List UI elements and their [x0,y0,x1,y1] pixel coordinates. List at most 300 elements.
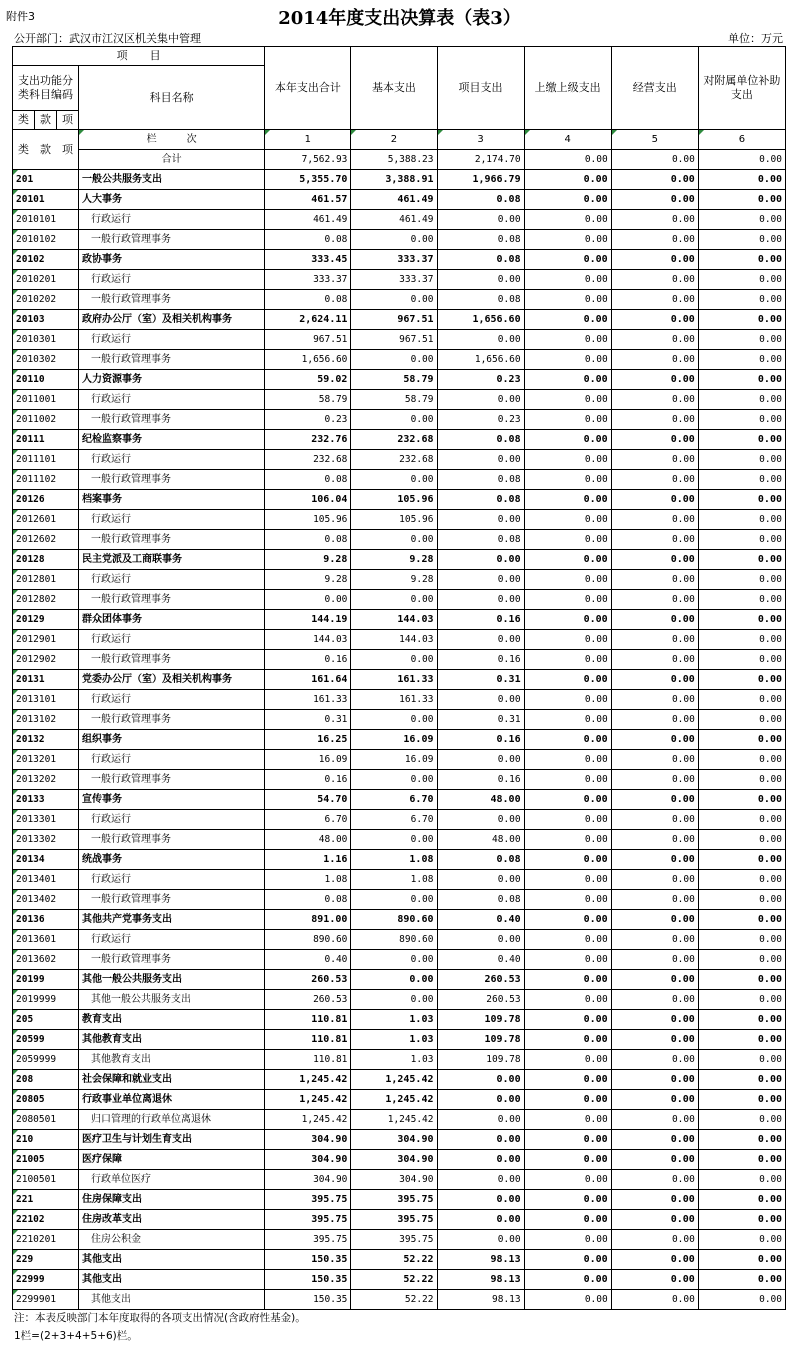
value-cell: 0.00 [611,250,698,270]
subject-code: 2080501 [13,1110,79,1130]
value-cell: 0.00 [698,1050,785,1070]
value-cell: 395.75 [351,1230,437,1250]
subject-code: 2011101 [13,450,79,470]
value-cell: 0.08 [437,250,524,270]
value-cell: 0.31 [437,670,524,690]
value-cell: 0.00 [698,350,785,370]
subject-name: 行政运行 [79,810,265,830]
value-cell: 304.90 [265,1170,351,1190]
value-cell: 0.00 [698,170,785,190]
subject-code: 20136 [13,910,79,930]
value-cell: 0.00 [698,1150,785,1170]
value-cell: 1.16 [265,850,351,870]
table-row [13,610,786,630]
value-cell: 1,245.42 [265,1070,351,1090]
total-value: 0.00 [698,150,785,170]
value-cell: 0.00 [611,570,698,590]
table-row [13,590,786,610]
table-row [13,710,786,730]
value-cell: 0.00 [524,610,611,630]
subject-name: 行政运行 [79,750,265,770]
value-cell: 0.00 [698,830,785,850]
value-cell: 59.02 [265,370,351,390]
subject-code: 2012901 [13,630,79,650]
value-cell: 0.00 [611,1050,698,1070]
value-cell: 0.00 [524,1270,611,1290]
value-cell: 0.00 [524,650,611,670]
value-cell: 110.81 [265,1050,351,1070]
value-cell: 0.00 [698,230,785,250]
value-cell: 967.51 [351,330,437,350]
value-cell: 0.00 [524,590,611,610]
value-cell: 0.00 [698,1270,785,1290]
value-cell: 0.00 [611,970,698,990]
value-cell: 0.00 [524,290,611,310]
subject-name: 其他支出 [79,1270,265,1290]
subject-name: 一般行政管理事务 [79,290,265,310]
value-cell: 0.00 [437,1130,524,1150]
value-cell: 0.23 [265,410,351,430]
value-cell: 0.00 [611,330,698,350]
value-cell: 0.00 [698,390,785,410]
value-cell: 0.00 [351,770,437,790]
value-cell: 0.00 [524,210,611,230]
subject-name: 组织事务 [79,730,265,750]
table-row [13,1070,786,1090]
value-cell: 232.68 [265,450,351,470]
value-cell: 0.00 [611,230,698,250]
col-number-1: 1 [265,130,351,150]
value-cell: 9.28 [265,570,351,590]
subject-name: 统战事务 [79,850,265,870]
value-cell: 0.00 [437,550,524,570]
table-row [13,810,786,830]
subject-name: 行政运行 [79,390,265,410]
subject-code: 205 [13,1010,79,1030]
value-cell: 0.00 [611,670,698,690]
value-cell: 0.00 [524,830,611,850]
subject-code: 2019999 [13,990,79,1010]
value-cell: 0.00 [611,270,698,290]
value-cell: 1.03 [351,1030,437,1050]
subject-code: 2011001 [13,390,79,410]
value-cell: 0.00 [698,250,785,270]
header-col-1: 本年支出合计 [265,47,351,130]
value-cell: 0.00 [611,430,698,450]
table-row [13,350,786,370]
value-cell: 0.00 [698,630,785,650]
value-cell: 0.00 [437,690,524,710]
value-cell: 0.00 [698,1210,785,1230]
value-cell: 1,245.42 [265,1110,351,1130]
value-cell: 0.00 [524,1070,611,1090]
table-row [13,790,786,810]
subject-code: 2013602 [13,950,79,970]
value-cell: 144.19 [265,610,351,630]
value-cell: 0.00 [611,370,698,390]
value-cell: 105.96 [265,510,351,530]
value-cell: 333.37 [351,270,437,290]
table-row [13,290,786,310]
subject-code: 2010301 [13,330,79,350]
value-cell: 890.60 [351,930,437,950]
subject-name: 一般行政管理事务 [79,350,265,370]
subject-code: 2013202 [13,770,79,790]
value-cell: 0.00 [524,850,611,870]
subject-name: 行政运行 [79,330,265,350]
value-cell: 0.16 [437,770,524,790]
value-cell: 0.00 [611,650,698,670]
header-col-5: 经营支出 [611,47,698,130]
value-cell: 0.00 [524,870,611,890]
value-cell: 0.00 [437,330,524,350]
value-cell: 0.08 [437,530,524,550]
subject-name: 住房保障支出 [79,1190,265,1210]
subject-name: 一般行政管理事务 [79,830,265,850]
value-cell: 0.00 [611,530,698,550]
value-cell: 0.00 [698,850,785,870]
value-cell: 0.00 [437,750,524,770]
subject-name: 政协事务 [79,250,265,270]
subject-name: 住房公积金 [79,1230,265,1250]
value-cell: 0.00 [698,990,785,1010]
value-cell: 0.00 [611,210,698,230]
value-cell: 0.31 [265,710,351,730]
value-cell: 98.13 [437,1290,524,1310]
value-cell: 0.00 [351,350,437,370]
value-cell: 0.16 [265,770,351,790]
value-cell: 0.08 [437,850,524,870]
subject-code: 2012802 [13,590,79,610]
value-cell: 0.00 [524,250,611,270]
value-cell: 0.08 [437,290,524,310]
subject-name: 一般行政管理事务 [79,590,265,610]
value-cell: 105.96 [351,510,437,530]
value-cell: 0.00 [611,1090,698,1110]
subject-name: 归口管理的行政单位离退休 [79,1110,265,1130]
value-cell: 0.00 [698,1070,785,1090]
value-cell: 0.00 [351,890,437,910]
value-cell: 0.00 [698,270,785,290]
value-cell: 105.96 [351,490,437,510]
value-cell: 1.08 [351,870,437,890]
value-cell: 0.08 [265,290,351,310]
subject-code: 2010202 [13,290,79,310]
value-cell: 0.00 [611,190,698,210]
value-cell: 0.00 [437,270,524,290]
subject-code: 2012902 [13,650,79,670]
value-cell: 461.49 [351,190,437,210]
value-cell: 0.00 [524,1030,611,1050]
subject-name: 人大事务 [79,190,265,210]
value-cell: 0.00 [611,310,698,330]
col-number-3: 3 [437,130,524,150]
value-cell: 110.81 [265,1030,351,1050]
value-cell: 0.00 [524,1230,611,1250]
value-cell: 150.35 [265,1290,351,1310]
value-cell: 0.00 [351,470,437,490]
subject-name: 医疗卫生与计划生育支出 [79,1130,265,1150]
value-cell: 0.00 [698,1030,785,1050]
header-col-2: 基本支出 [351,47,437,130]
subject-code: 210 [13,1130,79,1150]
value-cell: 144.03 [351,630,437,650]
total-value: 0.00 [611,150,698,170]
value-cell: 0.00 [611,1290,698,1310]
subject-name: 宣传事务 [79,790,265,810]
value-cell: 0.00 [698,330,785,350]
value-cell: 0.00 [698,610,785,630]
value-cell: 0.00 [698,930,785,950]
header-lei: 类 [13,111,35,130]
subject-name: 住房改革支出 [79,1210,265,1230]
value-cell: 0.00 [611,390,698,410]
value-cell: 1,245.42 [351,1070,437,1090]
value-cell: 0.00 [437,1090,524,1110]
subject-code: 2013601 [13,930,79,950]
value-cell: 461.49 [265,210,351,230]
subject-name: 一般行政管理事务 [79,650,265,670]
value-cell: 260.53 [265,990,351,1010]
expenditure-table [12,46,786,1310]
value-cell: 260.53 [265,970,351,990]
subject-code: 229 [13,1250,79,1270]
subject-code: 2013101 [13,690,79,710]
value-cell: 0.00 [437,570,524,590]
subject-name: 一般公共服务支出 [79,170,265,190]
value-cell: 0.00 [698,750,785,770]
value-cell: 0.00 [698,1090,785,1110]
value-cell: 0.00 [611,730,698,750]
value-cell: 58.79 [351,370,437,390]
subject-code: 2011002 [13,410,79,430]
value-cell: 0.00 [524,310,611,330]
value-cell: 0.00 [437,590,524,610]
value-cell: 0.00 [698,1250,785,1270]
table-row [13,370,786,390]
table-row [13,890,786,910]
subject-name: 其他共产党事务支出 [79,910,265,930]
value-cell: 304.90 [351,1150,437,1170]
value-cell: 0.00 [524,190,611,210]
header-col-3: 项目支出 [437,47,524,130]
subject-name: 其他教育支出 [79,1030,265,1050]
value-cell: 9.28 [351,570,437,590]
value-cell: 1.03 [351,1050,437,1070]
table-row [13,450,786,470]
value-cell: 0.00 [524,1190,611,1210]
value-cell: 232.68 [351,430,437,450]
value-cell: 98.13 [437,1250,524,1270]
value-cell: 0.00 [611,910,698,930]
value-cell: 0.00 [437,210,524,230]
value-cell: 0.00 [698,210,785,230]
subject-name: 行政单位医疗 [79,1170,265,1190]
subject-code: 21005 [13,1150,79,1170]
value-cell: 0.00 [611,1070,698,1090]
header-col-6: 对附属单位补助支出 [698,47,785,130]
value-cell: 0.00 [437,1190,524,1210]
table-row [13,970,786,990]
value-cell: 0.00 [698,730,785,750]
total-value: 7,562.93 [265,150,351,170]
value-cell: 0.00 [698,890,785,910]
value-cell: 0.00 [698,430,785,450]
subject-name: 一般行政管理事务 [79,890,265,910]
table-row [13,310,786,330]
value-cell: 0.00 [611,610,698,630]
value-cell: 48.00 [265,830,351,850]
subject-code: 2013402 [13,890,79,910]
value-cell: 0.00 [698,530,785,550]
value-cell: 0.00 [698,1110,785,1130]
header-name-label: 科目名称 [79,66,265,130]
value-cell: 0.00 [611,870,698,890]
total-value: 0.00 [524,150,611,170]
subject-code: 2013201 [13,750,79,770]
value-cell: 58.79 [265,390,351,410]
value-cell: 0.00 [437,1170,524,1190]
value-cell: 0.08 [265,470,351,490]
subject-code: 2010302 [13,350,79,370]
value-cell: 0.00 [524,1150,611,1170]
value-cell: 0.00 [437,1150,524,1170]
value-cell: 0.00 [524,910,611,930]
value-cell: 0.00 [351,950,437,970]
table-row [13,1230,786,1250]
value-cell: 0.00 [698,1170,785,1190]
table-row [13,670,786,690]
value-cell: 0.00 [524,450,611,470]
value-cell: 0.00 [524,990,611,1010]
table-row [13,990,786,1010]
subject-code: 20129 [13,610,79,630]
note-line-1: 注：本表反映部门本年度取得的各项支出情况(含政府性基金)。 [14,1312,306,1324]
value-cell: 2,624.11 [265,310,351,330]
table-row [13,1190,786,1210]
table-row [13,1090,786,1110]
value-cell: 0.00 [611,290,698,310]
subject-name: 档案事务 [79,490,265,510]
value-cell: 0.08 [437,470,524,490]
table-row [13,430,786,450]
subject-name: 医疗保障 [79,1150,265,1170]
table-row [13,1110,786,1130]
subject-code: 20128 [13,550,79,570]
total-value: 2,174.70 [437,150,524,170]
subject-code: 20134 [13,850,79,870]
value-cell: 0.00 [611,1030,698,1050]
value-cell: 0.00 [611,1230,698,1250]
value-cell: 0.00 [698,190,785,210]
subject-name: 政府办公厅（室）及相关机构事务 [79,310,265,330]
value-cell: 0.00 [524,510,611,530]
subject-code: 20110 [13,370,79,390]
value-cell: 0.00 [437,630,524,650]
value-cell: 0.00 [524,750,611,770]
value-cell: 1.03 [351,1010,437,1030]
table-row [13,830,786,850]
value-cell: 0.00 [698,1130,785,1150]
value-cell: 395.75 [351,1210,437,1230]
subject-code: 20101 [13,190,79,210]
value-cell: 9.28 [265,550,351,570]
value-cell: 0.16 [437,730,524,750]
total-value: 5,388.23 [351,150,437,170]
value-cell: 0.00 [351,650,437,670]
table-row [13,550,786,570]
value-cell: 161.33 [351,690,437,710]
value-cell: 0.00 [611,750,698,770]
value-cell: 304.90 [265,1150,351,1170]
value-cell: 0.00 [611,1110,698,1130]
subject-code: 22102 [13,1210,79,1230]
value-cell: 0.40 [265,950,351,970]
subject-code: 20133 [13,790,79,810]
subject-name: 行政运行 [79,210,265,230]
value-cell: 395.75 [351,1190,437,1210]
value-cell: 0.00 [524,770,611,790]
value-cell: 0.00 [698,310,785,330]
subject-name: 其他支出 [79,1290,265,1310]
value-cell: 144.03 [265,630,351,650]
value-cell: 0.00 [611,990,698,1010]
subject-name: 行政运行 [79,570,265,590]
value-cell: 0.00 [698,710,785,730]
table-row [13,210,786,230]
subject-name: 其他一般公共服务支出 [79,990,265,1010]
table-row [13,1150,786,1170]
table-row [13,730,786,750]
value-cell: 0.40 [437,950,524,970]
value-cell: 395.75 [265,1190,351,1210]
subject-name: 行政运行 [79,450,265,470]
value-cell: 0.00 [698,510,785,530]
subject-name: 教育支出 [79,1010,265,1030]
value-cell: 395.75 [265,1210,351,1230]
value-cell: 52.22 [351,1290,437,1310]
value-cell: 0.00 [437,930,524,950]
header-col-4: 上缴上级支出 [524,47,611,130]
value-cell: 0.00 [437,390,524,410]
value-cell: 0.00 [524,1130,611,1150]
total-row [13,150,786,170]
value-cell: 0.00 [611,1130,698,1150]
value-cell: 0.00 [437,450,524,470]
row-label: 栏 次 [79,130,265,150]
value-cell: 150.35 [265,1270,351,1290]
value-cell: 0.00 [611,690,698,710]
value-cell: 0.00 [698,770,785,790]
value-cell: 0.00 [698,450,785,470]
value-cell: 0.00 [524,790,611,810]
value-cell: 0.00 [698,690,785,710]
table-row [13,1210,786,1230]
value-cell: 0.00 [611,790,698,810]
value-cell: 890.60 [351,910,437,930]
table-row [13,1170,786,1190]
value-cell: 0.00 [351,290,437,310]
table-row [13,250,786,270]
value-cell: 6.70 [351,810,437,830]
value-cell: 3,388.91 [351,170,437,190]
value-cell: 0.00 [524,1290,611,1310]
value-cell: 0.08 [437,190,524,210]
subject-code: 208 [13,1070,79,1090]
subject-name: 行政运行 [79,690,265,710]
value-cell: 0.00 [524,970,611,990]
value-cell: 0.00 [698,550,785,570]
